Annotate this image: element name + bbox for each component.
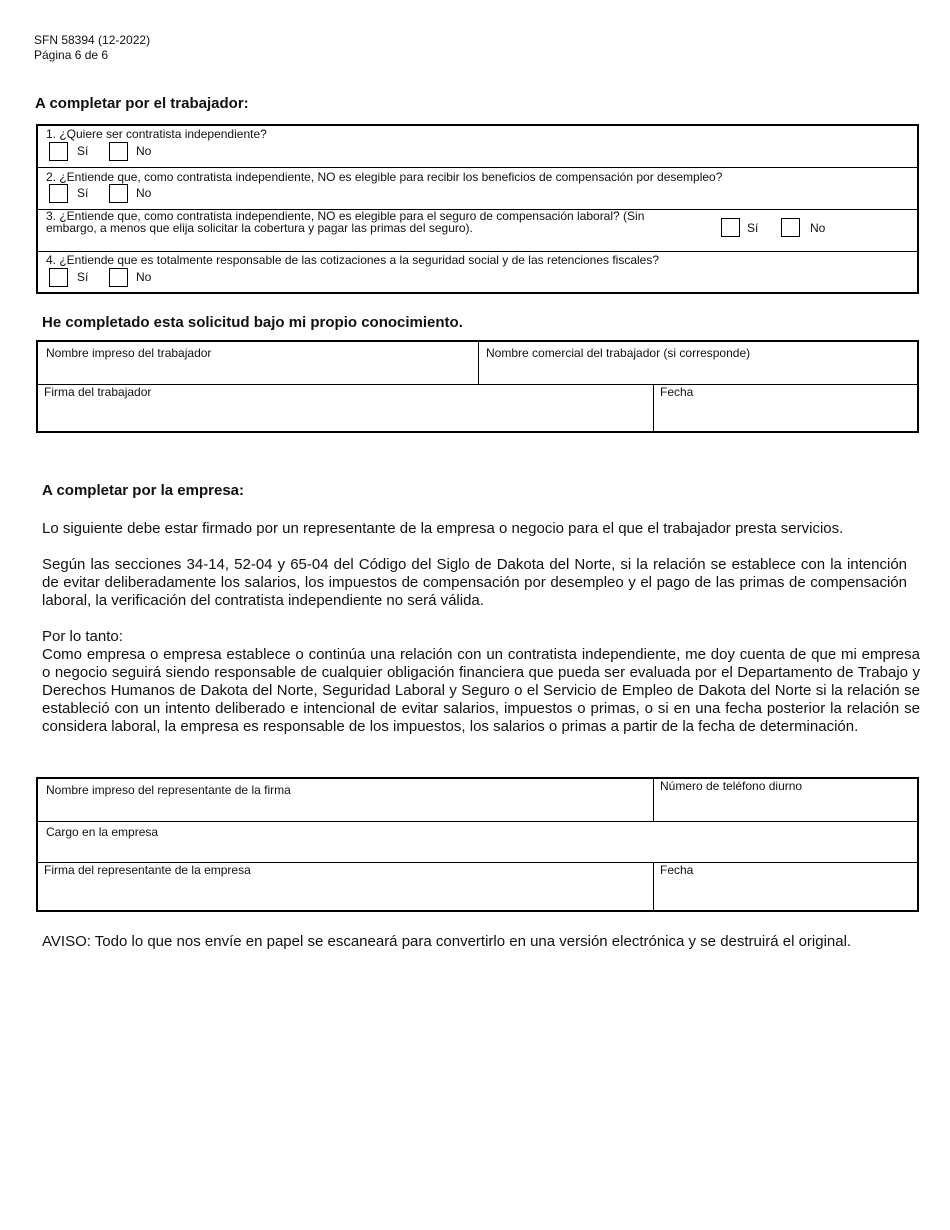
position-label: Cargo en la empresa [46,825,159,839]
question-1-yes-checkbox[interactable] [49,142,68,161]
question-row-2 [38,168,917,210]
company-signature-row [38,863,917,912]
company-section-title: A completar por la empresa: [42,482,245,499]
form-number: SFN 58394 (12-2022) [34,33,151,47]
therefore-text: Como empresa o empresa establece o continúa una relación con un contratista independiente, me doy cuenta de que mi empresa o negocio seguirá siendo responsable de cualquier obligación financiera que pueda ser evaluada por el Departamento de Trabajo y Derechos Humanos de Dakota del Norte, Seguridad Laboral y Seguro o el Servicio de Empleo de Dakota del Norte si la relación se estableció con un intento deliberado e intencional de evitar salarios, impuestos o primas, o si en una fecha posterior la relación se considera laboral, la empresa es responsable de los impuestos, los salarios o primas a partir de la fecha de determinación. [42,646,920,735]
question-4-no-checkbox[interactable] [109,268,128,287]
question-1-text: 1. ¿Quiere ser contratista independiente? [46,127,267,141]
worker-printed-name-field[interactable] [38,342,479,384]
question-3-no-label: No [810,221,826,235]
worker-section-title: A completar por el trabajador: [35,95,249,112]
question-1-no-checkbox[interactable] [109,142,128,161]
company-signature-table [36,777,919,912]
worker-printed-name-label: Nombre impreso del trabajador [46,346,212,360]
question-4-text: 4. ¿Entiende que es totalmente responsable de las cotizaciones a la seguridad social y de las retenciones fiscales? [46,253,660,267]
question-4-yes-label: Sí [77,270,89,284]
question-2-no-checkbox[interactable] [109,184,128,203]
notice: AVISO: Todo lo que nos envíe en papel se escaneará para convertirlo en una versión electrónica y se destruirá el original. [42,933,852,950]
worker-signature-table [36,340,919,433]
question-row-4 [38,252,917,294]
worker-business-name-field[interactable] [479,342,917,384]
worker-business-name-label: Nombre comercial del trabajador (si corresponde) [486,346,751,360]
worker-name-row [38,342,917,385]
worker-date-field[interactable] [654,385,917,433]
question-3-no-checkbox[interactable] [781,218,800,237]
worker-date-label: Fecha [660,385,694,399]
question-2-text: 2. ¿Entiende que, como contratista independiente, NO es elegible para recibir los beneficios de compensación por desempleo? [46,170,723,184]
rep-signature-label: Firma del representante de la empresa [44,863,251,877]
question-3-yes-label: Sí [747,221,759,235]
question-4-yes-checkbox[interactable] [49,268,68,287]
question-2-yes-label: Sí [77,186,89,200]
question-row-3 [38,210,917,252]
company-intro: Lo siguiente debe estar firmado por un representante de la empresa o negocio para el que el trabajador presta servicios. [42,520,844,537]
question-1-yes-label: Sí [77,144,89,158]
worker-signature-field[interactable] [38,385,654,433]
rep-signature-field[interactable] [38,863,654,912]
page-number: Página 6 de 6 [34,48,109,62]
company-legal-text: Según las secciones 34-14, 52-04 y 65-04 del Código del Siglo de Dakota del Norte, si la relación se establece con la intención de evitar deliberadamente los salarios, los impuestos de compensación por desempleo y el pago de las primas de compensación laboral, la verificación del contratista independiente no será válida. [42,556,907,609]
question-4-no-label: No [136,270,152,284]
question-3-yes-checkbox[interactable] [721,218,740,237]
position-field[interactable] [38,822,917,862]
company-date-label: Fecha [660,863,694,877]
daytime-phone-label: Número de teléfono diurno [660,779,803,793]
worker-questions-table [36,124,919,294]
question-3-text: 3. ¿Entiende que, como contratista independiente, NO es elegible para el seguro de compensación laboral? (Sin embargo, a menos que elija solicitar la cobertura y pagar las primas del seguro). [46,209,645,235]
worker-attestation: He completado esta solicitud bajo mi propio conocimiento. [42,314,463,331]
company-position-row [38,822,917,863]
company-rep-row [38,779,917,822]
worker-signature-row [38,385,917,433]
question-1-no-label: No [136,144,152,158]
question-2-no-label: No [136,186,152,200]
question-row-1 [38,126,917,168]
worker-signature-label: Firma del trabajador [44,385,152,399]
daytime-phone-field[interactable] [654,779,917,821]
rep-printed-name-field[interactable] [38,779,654,821]
question-2-yes-checkbox[interactable] [49,184,68,203]
rep-printed-name-label: Nombre impreso del representante de la firma [46,783,291,797]
company-date-field[interactable] [654,863,917,912]
therefore-label: Por lo tanto: [42,628,123,645]
